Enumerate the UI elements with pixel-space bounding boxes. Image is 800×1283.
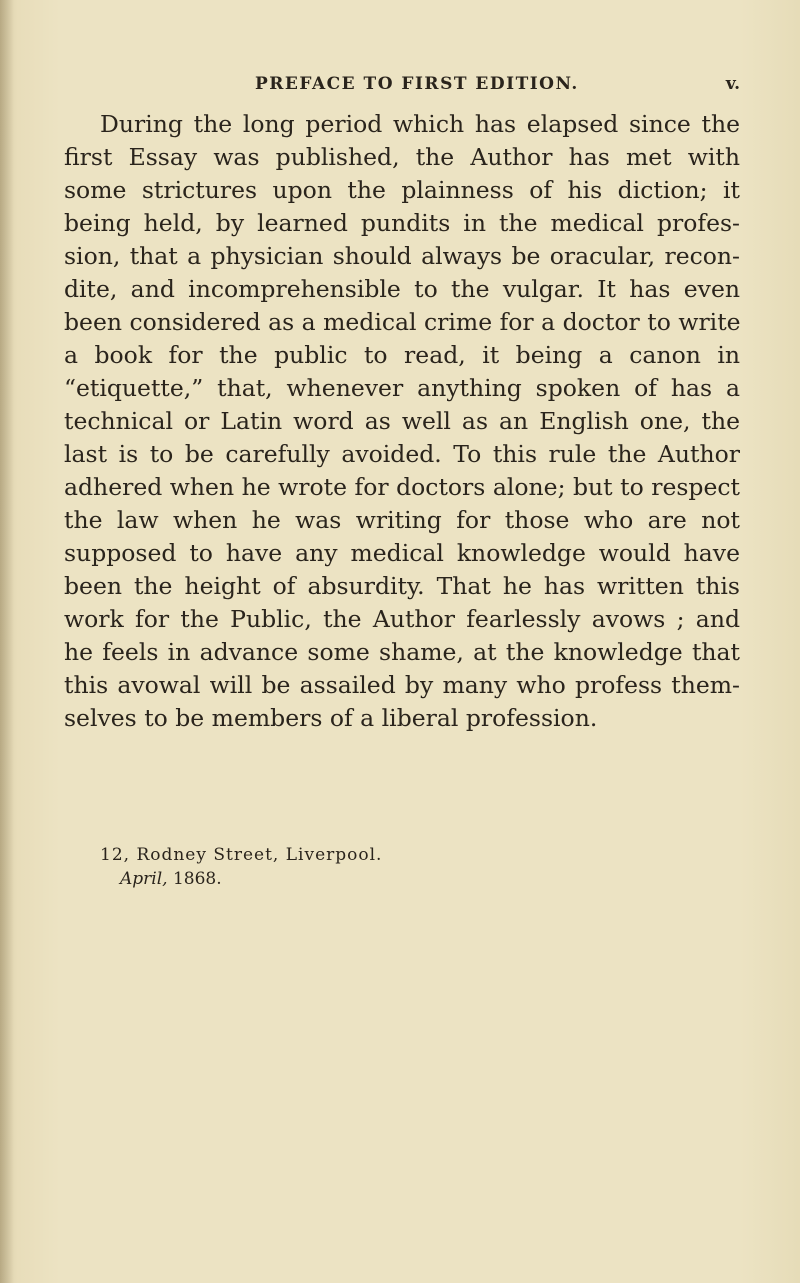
- address-line: 12, Rodney Street, Liverpool.: [100, 845, 383, 865]
- text-line: dite, and incomprehensible to the vulgar. It has even: [64, 275, 740, 303]
- preface-paragraph: [64, 108, 740, 735]
- gutter-shadow: [0, 0, 14, 1283]
- text-line: “etiquette,” that, whenever anything spoken of has a: [64, 374, 740, 402]
- text-line: been the height of absurdity. That he has written this: [64, 572, 740, 600]
- page-number: v.: [725, 74, 740, 94]
- text-line: this avowal will be assailed by many who profess them-: [64, 671, 740, 699]
- text-line: the law when he was writing for those who are not: [64, 506, 740, 534]
- text-line: last is to be carefully avoided. To this rule the Author: [64, 440, 740, 468]
- text-line: being held, by learned pundits in the medical profes-: [64, 209, 740, 237]
- signature-block: [100, 843, 600, 891]
- text-line: he feels in advance some shame, at the knowledge that: [64, 638, 740, 666]
- text-line: first Essay was published, the Author has met with: [64, 143, 740, 171]
- date-line: [120, 867, 600, 891]
- text-line: technical or Latin word as well as an English one, the: [64, 407, 740, 435]
- text-line: selves to be members of a liberal profession.: [64, 704, 598, 732]
- text-line: a book for the public to read, it being a canon in: [64, 341, 740, 369]
- text-line: some strictures upon the plainness of his diction; it: [64, 176, 740, 204]
- text-line: supposed to have any medical knowledge would have: [64, 539, 740, 567]
- running-title: PREFACE TO FIRST EDITION.: [255, 74, 579, 94]
- text-line: During the long period which has elapsed since the: [100, 110, 740, 138]
- running-head: [80, 74, 740, 98]
- date-year: 1868.: [172, 869, 222, 889]
- text-line: been considered as a medical crime for a doctor to write: [64, 308, 741, 336]
- text-line: adhered when he wrote for doctors alone; but to respect: [64, 473, 740, 501]
- text-line: sion, that a physician should always be oracular, recon-: [64, 242, 740, 270]
- date-month: April,: [120, 869, 168, 889]
- text-line: work for the Public, the Author fearlessly avows ; and: [64, 605, 740, 633]
